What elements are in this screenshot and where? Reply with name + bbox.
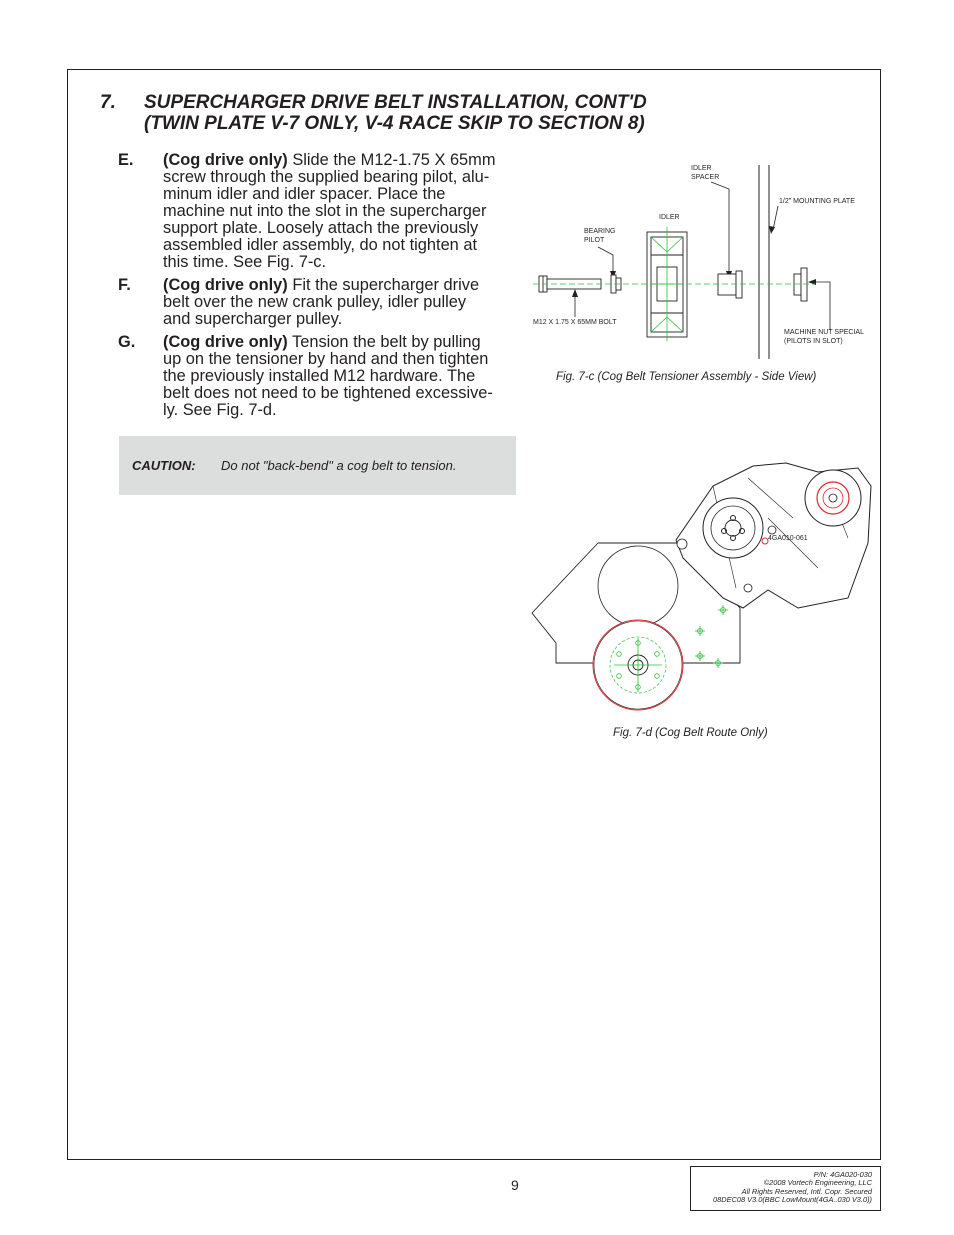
label-idler-spacer: SPACER: [691, 174, 720, 181]
pn-line: ©2008 Vortech Engineering, LLC: [763, 1178, 872, 1188]
caution-text: Do not "back-bend" a cog belt to tension.: [221, 458, 457, 473]
water-pump-circle: [598, 546, 678, 626]
part-label: 4GA010-061: [768, 535, 808, 542]
bolt-markers: [695, 605, 728, 668]
step-line: the previously installed M12 hardware. The: [163, 367, 476, 385]
leader-idler-spacer: [711, 182, 729, 273]
step-line: assembled idler assembly, do not tighten at: [163, 236, 478, 254]
idler-spacer: [718, 271, 742, 298]
fig-7c-diagram: [525, 155, 870, 365]
pn-line: 08DEC08 V3.0(BBC LowMount(4GA..030 V3.0)): [713, 1194, 872, 1204]
label-bearing-pilot: PILOT: [584, 237, 605, 244]
label-idler-spacer: IDLER: [691, 165, 712, 172]
section-title-line2: (TWIN PLATE V-7 ONLY, V-4 RACE SKIP TO SECTION 8): [144, 113, 645, 134]
fig-7c-caption: Fig. 7-c (Cog Belt Tensioner Assembly - Side View): [556, 371, 817, 383]
label-idler: IDLER: [659, 214, 680, 221]
label-machine-nut: MACHINE NUT SPECIAL: [784, 329, 864, 336]
fig-7d-caption: Fig. 7-d (Cog Belt Route Only): [613, 727, 768, 739]
label-machine-nut: (PILOTS IN SLOT): [784, 338, 843, 345]
step-first-line: Fit the supercharger drive: [287, 276, 480, 294]
caution-box: [119, 436, 516, 495]
step-line: and supercharger pulley.: [163, 310, 343, 328]
leader-mounting-plate: [773, 206, 778, 230]
step-line: support plate. Loosely attach the previously: [163, 219, 479, 237]
leader-bearing-pilot: [598, 247, 613, 273]
step-text: [163, 277, 523, 328]
fig-7d-diagram: [528, 458, 873, 713]
step-letter: F.: [118, 276, 131, 294]
step-letter: G.: [118, 333, 136, 351]
step-letter: E.: [118, 151, 134, 169]
step-line: screw through the supplied bearing pilot, alu-: [163, 168, 490, 186]
step-text: [163, 152, 523, 271]
label-bearing-pilot: BEARING: [584, 228, 616, 235]
section-title-line1: SUPERCHARGER DRIVE BELT INSTALLATION, CONT'D: [144, 92, 647, 113]
pn-line: P/N: 4GA020-030: [813, 1170, 872, 1179]
caution-label: CAUTION:: [132, 458, 196, 473]
pn-line: All Rights Reserved, Intl. Copr. Secured: [741, 1186, 872, 1196]
step-text: [163, 334, 523, 419]
label-mounting-plate: 1/2" MOUNTING PLATE: [779, 198, 855, 205]
section-number: 7.: [100, 92, 116, 113]
step-line: up on the tensioner by hand and then tighten: [163, 350, 489, 368]
step-lead: (Cog drive only): [163, 276, 288, 294]
step-first-line: Tension the belt by pulling: [287, 333, 481, 351]
step-line: ly. See Fig. 7-d.: [163, 401, 277, 419]
step-line: machine nut into the slot in the supercharger: [163, 202, 487, 220]
idler-pulley: [703, 498, 763, 558]
page-number: 9: [511, 1177, 519, 1193]
part-number-box: [690, 1166, 881, 1211]
step-line: minum idler and idler spacer. Place the: [163, 185, 446, 203]
step-line: belt does not need to be tightened excessive-: [163, 384, 493, 402]
step-lead: (Cog drive only): [163, 333, 288, 351]
leader-machine-nut: [813, 282, 830, 330]
mounting-plate: [759, 165, 769, 359]
step-line: this time. See Fig. 7-c.: [163, 253, 327, 271]
step-lead: (Cog drive only): [163, 151, 288, 169]
step-first-line: Slide the M12-1.75 X 65mm: [287, 151, 496, 169]
step-line: belt over the new crank pulley, idler pulley: [163, 293, 467, 311]
machine-nut: [794, 268, 807, 301]
supercharger-pulley: [805, 470, 861, 526]
label-bolt: M12 X 1.75 X 65MM BOLT: [533, 319, 617, 326]
